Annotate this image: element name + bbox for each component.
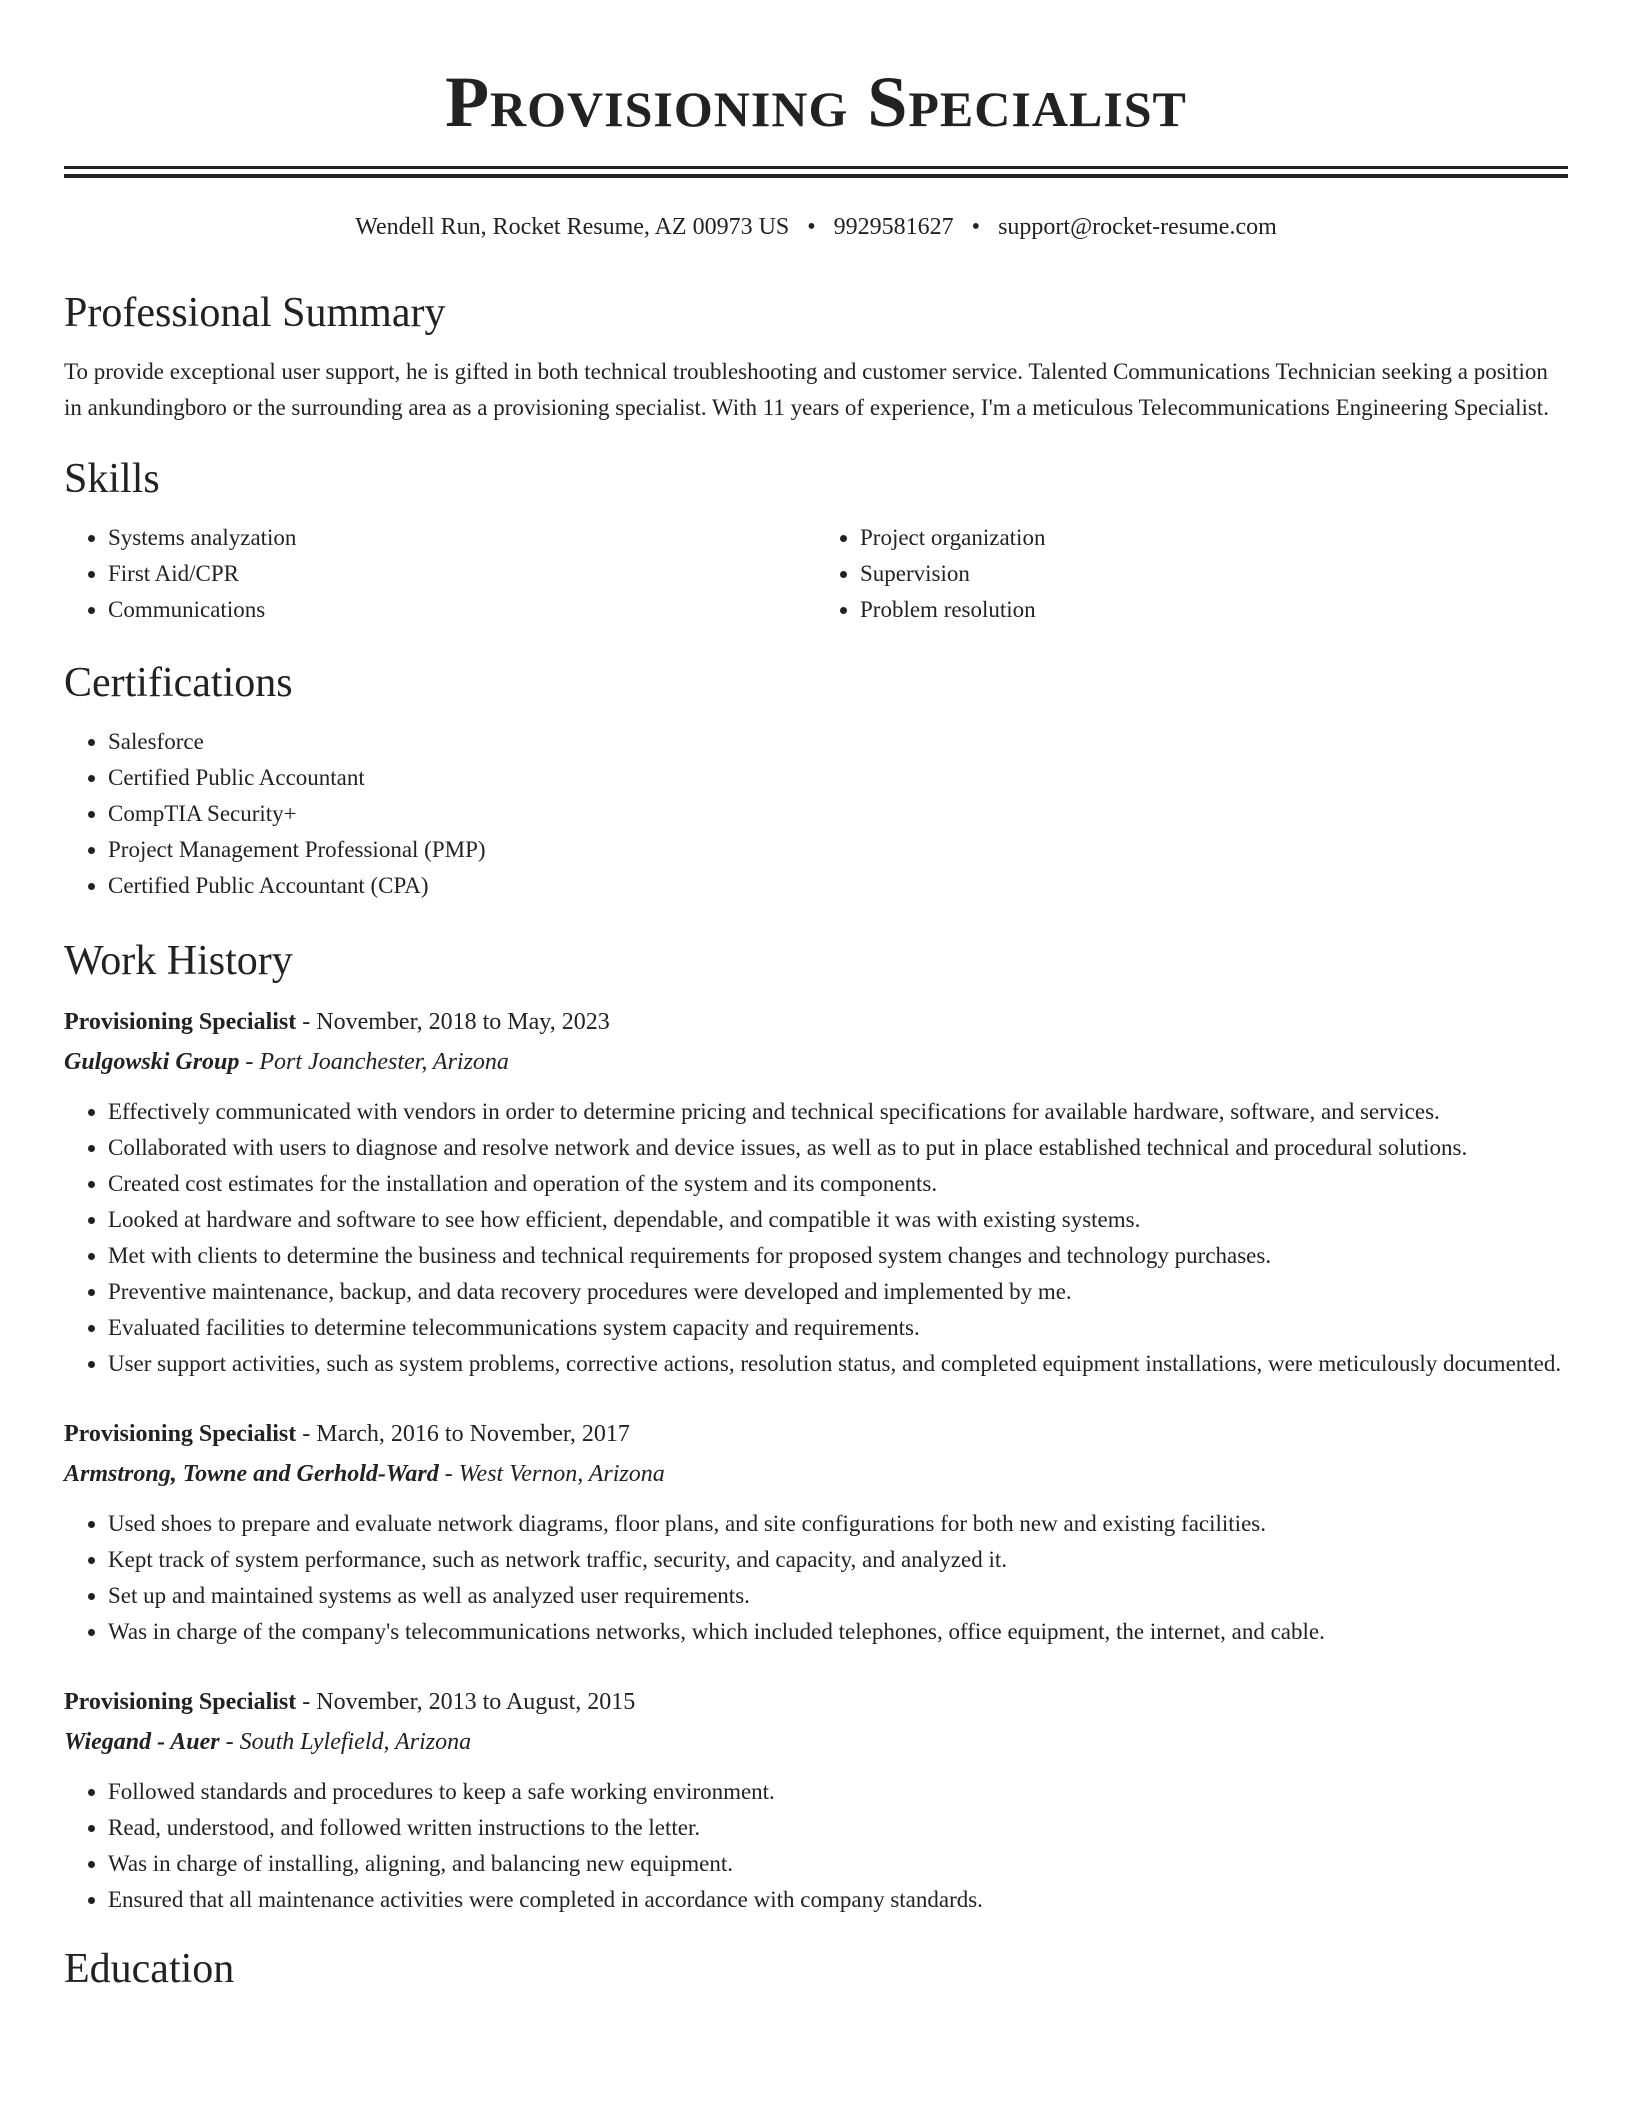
job-bullets (64, 1506, 1568, 1650)
job-bullet: • Was in charge of the company's telecommunications networks, which included telephones, office equipment, the internet, and cable. (108, 1614, 1568, 1650)
job-title: Provisioning Specialist (64, 1689, 297, 1715)
job-company-line (64, 1722, 1568, 1762)
section-heading-work-history: Work History (64, 938, 293, 984)
job-bullet: • Looked at hardware and software to see how efficient, dependable, and compatible it was with existing systems. (108, 1202, 1568, 1238)
job-location: - West Vernon, Arizona (438, 1461, 665, 1487)
skill-item: • Systems analyzation (108, 520, 816, 556)
job-entry (64, 1002, 1568, 1382)
job-title-line (64, 1414, 1568, 1454)
section-heading-certifications: Certifications (64, 660, 293, 706)
job-bullets (64, 1774, 1568, 1918)
job-bullet: • Followed standards and procedures to keep a safe working environment. (108, 1774, 1568, 1810)
section-heading-skills: Skills (64, 456, 160, 502)
job-bullet: • Used shoes to prepare and evaluate network diagrams, floor plans, and site configurations for both new and existing facilities. (108, 1506, 1568, 1542)
job-location: - South Lylefield, Arizona (219, 1729, 472, 1755)
job-bullet: • Kept track of system performance, such as network traffic, security, and capacity, and analyzed it. (108, 1542, 1568, 1578)
skill-item: • Communications (108, 592, 816, 628)
job-bullets (64, 1094, 1568, 1382)
job-dates: - November, 2018 to May, 2023 (296, 1009, 610, 1035)
job-bullet: • Effectively communicated with vendors in order to determine pricing and technical specifications for available hardware, software, and services. (108, 1094, 1568, 1130)
contact-email: support@rocket-resume.com (998, 214, 1277, 240)
certifications-list (64, 724, 1568, 904)
certification-item: • Project Management Professional (PMP) (108, 832, 1568, 868)
contact-phone: 9929581627 (833, 214, 954, 240)
skills-list-left (64, 520, 816, 628)
skill-item: • First Aid/CPR (108, 556, 816, 592)
job-bullet: • Preventive maintenance, backup, and data recovery procedures were developed and implemented by me. (108, 1274, 1568, 1310)
job-dates: - March, 2016 to November, 2017 (296, 1421, 630, 1447)
job-bullet: • Met with clients to determine the business and technical requirements for proposed system changes and technology purchases. (108, 1238, 1568, 1274)
job-location: - Port Joanchester, Arizona (239, 1049, 509, 1075)
job-bullet: • Evaluated facilities to determine telecommunications system capacity and requirements. (108, 1310, 1568, 1346)
resume-name-title: Provisioning Specialist (445, 62, 1187, 142)
job-bullet: • Set up and maintained systems as well as analyzed user requirements. (108, 1578, 1568, 1614)
job-dates: - November, 2013 to August, 2015 (296, 1689, 636, 1715)
job-company-line (64, 1454, 1568, 1494)
job-company: Gulgowski Group (64, 1049, 240, 1075)
skill-item: • Project organization (860, 520, 1568, 556)
job-bullet: • Created cost estimates for the installation and operation of the system and its components. (108, 1166, 1568, 1202)
job-entry (64, 1414, 1568, 1650)
job-entry (64, 1682, 1568, 1918)
job-company: Wiegand - Auer (64, 1729, 220, 1755)
job-company-line (64, 1042, 1568, 1082)
certification-item: • Certified Public Accountant (CPA) (108, 868, 1568, 904)
job-bullet: • Collaborated with users to diagnose and resolve network and device issues, as well as to put in place established technical and procedural solutions. (108, 1130, 1568, 1166)
job-title: Provisioning Specialist (64, 1009, 297, 1035)
job-bullet: • Read, understood, and followed written instructions to the letter. (108, 1810, 1568, 1846)
job-company: Armstrong, Towne and Gerhold-Ward (64, 1461, 439, 1487)
job-bullet: • User support activities, such as system problems, corrective actions, resolution status, and completed equipment installations, were meticulously documented. (108, 1346, 1568, 1382)
skill-item: • Problem resolution (860, 592, 1568, 628)
skills-list-right (816, 520, 1568, 628)
job-title-line (64, 1682, 1568, 1722)
section-heading-summary: Professional Summary (64, 290, 446, 336)
certification-item: • Certified Public Accountant (108, 760, 1568, 796)
section-heading-education: Education (64, 1946, 235, 1992)
contact-separator: • (807, 214, 816, 240)
certification-item: • CompTIA Security+ (108, 796, 1568, 832)
contact-separator: • (971, 214, 981, 240)
summary-text: To provide exceptional user support, he is gifted in both technical troubleshooting and customer service. Talented Communications Technician seeking a position in ankundingboro or the surrounding area as a provisioning specialist. With 11 years of experience, I'm a meticulous Telecommunications Engineering Specialist. (64, 359, 1549, 420)
skill-item: • Supervision (860, 556, 1568, 592)
certification-item: • Salesforce (108, 724, 1568, 760)
contact-line (64, 212, 1568, 242)
job-title: Provisioning Specialist (64, 1421, 297, 1447)
header-double-rule (64, 166, 1568, 178)
job-title-line (64, 1002, 1568, 1042)
job-bullet: • Was in charge of installing, aligning, and balancing new equipment. (108, 1846, 1568, 1882)
contact-address: Wendell Run, Rocket Resume, AZ 00973 US (355, 214, 790, 240)
job-bullet: • Ensured that all maintenance activities were completed in accordance with company standards. (108, 1882, 1568, 1918)
skills-columns (64, 520, 1568, 628)
